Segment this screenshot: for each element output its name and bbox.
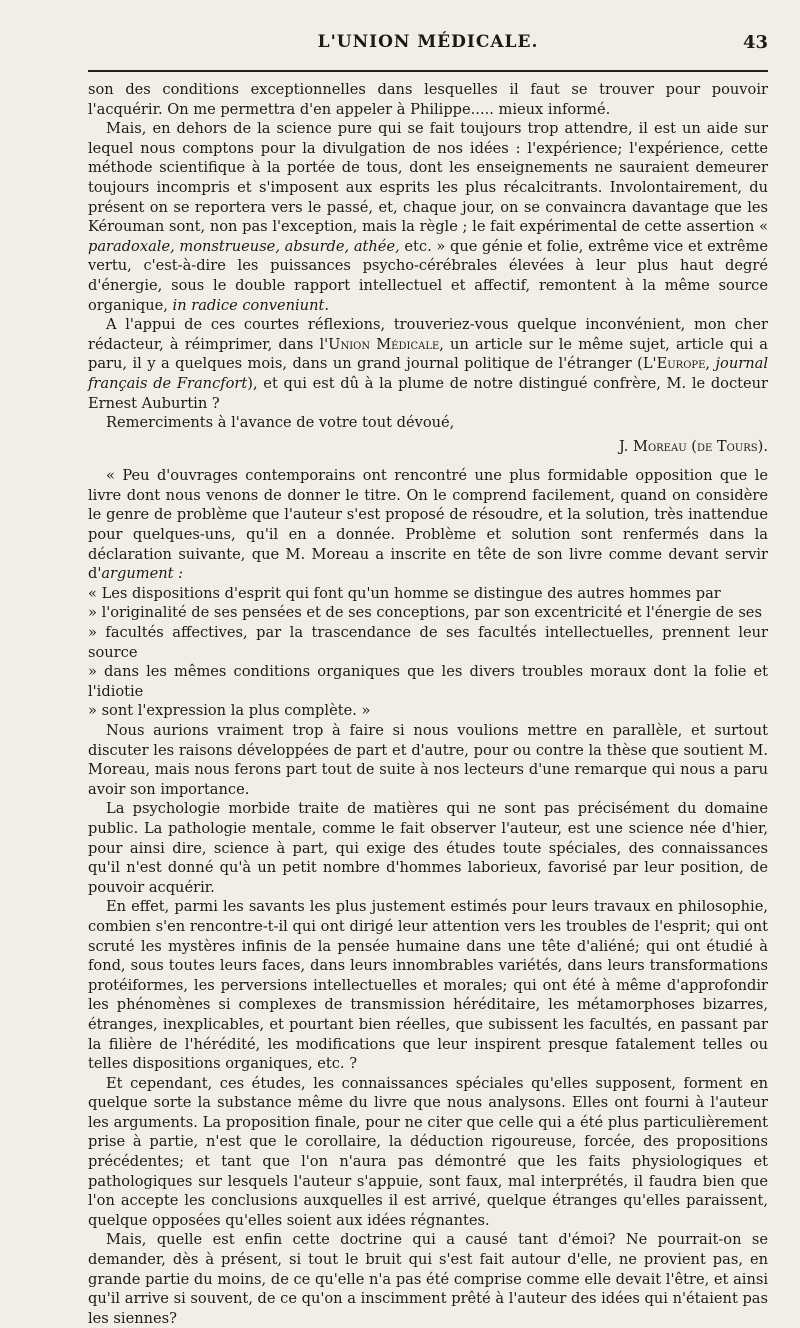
- quote-line: » facultés affectives, par la trascendance de ses facultés intellectuelles, prennent leur source: [88, 624, 768, 661]
- quote-line: » l'originalité de ses pensées et de ses conceptions, par son excentricité et l'énergie de ses: [88, 604, 762, 622]
- paragraph-8: En effet, parmi les savants les plus justement estimés pour leurs travaux en philosophie, combien s'en rencontre-t-il qui ont dirigé leur attention vers les troubles de l'esprit; qui ont scruté les mystères infinis de la pensée humaine dans une tête d'aliéné; qui ont étudié à fond, sous toutes leurs faces, dans leurs innombrables variétés, dans leurs transformations protéiformes, les perversions intellectuelles et morales; qui ont été à même d'approfondir les phénomènes si complexes de transmission héréditaire, les métamorphoses bizarres, étranges, inexplicables, et pourtant bien réelles, que subissent les facultés, en passant par la filière de l'hérédité, les modifications que leur inspirent presque fatalement telles ou telles dispositions organiques, etc. ?: [88, 898, 768, 1073]
- page-header: [88, 26, 768, 66]
- paragraph-10: Mais, quelle est enfin cette doctrine qui a causé tant d'émoi? Ne pourrait-on se demander, dès à présent, si tout le bruit qui s'est fait autour d'elle, ne provient pas, en grande partie du moins, de ce qu'elle n'a pas été comprise comme elle devait l'être, et ainsi qu'il arrive si souvent, de ce qu'on a inscimment prêté à l'auteur des idées qui n'étaient pas les siennes?: [88, 1231, 768, 1327]
- quote-line: » dans les mêmes conditions organiques que les divers troubles moraux dont la folie et l'idiotie: [88, 663, 768, 700]
- paragraph-4: Remerciments à l'avance de votre tout dévoué,: [106, 414, 455, 432]
- paragraph-2: [88, 119, 768, 315]
- paragraph-3-italic: journal français de Francfort: [88, 355, 768, 392]
- paragraph-3-part-a: A l'appui de ces courtes réflexions, trouveriez-vous quelque inconvénient, mon cher rédacteur, à réimprimer, dans l': [88, 316, 768, 353]
- paragraph-3-europe: Europe: [656, 355, 706, 373]
- quote-block: [88, 584, 768, 721]
- paragraph-3: [88, 315, 768, 413]
- paragraph-5-italic: argument :: [101, 565, 184, 583]
- running-title: L'UNION MÉDICALE.: [317, 32, 539, 52]
- quote-line: » sont l'expression la plus complète. »: [88, 702, 371, 720]
- paragraph-6: Nous aurions vraiment trop à faire si nous voulions mettre en parallèle, et surtout discuter les raisons développées de part et d'autre, pour ou contre la thèse que soutient M. Moreau, mais nous ferons part tout de suite à nos lecteurs d'une remarque qui nous a paru avoir son importance.: [88, 722, 768, 798]
- paragraph-5: [88, 466, 768, 584]
- paragraph-2-italic-2: in radice conveniunt.: [172, 296, 329, 314]
- page-number: 43: [742, 32, 768, 53]
- paragraph-3-part-d: ), et qui est dû à la plume de notre distingué confrère, M. le docteur Ernest Auburtin ?: [88, 374, 768, 412]
- signature: J. Moreau (de Tours).: [619, 437, 768, 455]
- body-text: [88, 80, 768, 1328]
- paragraph-9: Et cependant, ces études, les connaissances spéciales qu'elles supposent, forment en quelque sorte la substance même du livre que nous analysons. Elles ont fourni à l'auteur les arguments. La proposition finale, pour ne citer que celle qui a été plus particulièrement prise à partie, n'est que le corollaire, la déduction rigoureuse, forcée, des propositions précédentes; et tant que l'on n'aura pas démontré que les faits physiologiques et pathologiques sur lesquels l'auteur s'appuie, sont faux, mal interprétés, il faudra bien que l'on accepte les conclusions auxquelles il est arrivé, quelque étranges qu'elles paraissent, quelque opposées qu'elles soient aux idées régnantes.: [88, 1074, 768, 1229]
- paragraph-7: La psychologie morbide traite de matières qui ne sont pas précisément du domaine public. La pathologie mentale, comme le fait observer l'auteur, est une science née d'hier, pour ainsi dire, science à part, qui exige des études toute spéciales, des connaissances qu'il n'est donné qu'à un petit nombre d'hommes laborieux, favorisé par leur position, de pouvoir acquérir.: [88, 800, 768, 896]
- header-rule: [88, 70, 768, 72]
- paragraph-3-part-b: , un article sur le même sujet, article qui a paru, il y a quelques mois, dans un grand journal politique de l'étranger (L': [88, 335, 768, 373]
- paragraph-1: son des conditions exceptionnelles dans lesquelles il faut se trouver pour pouvoir l'acquérir. On me permettra d'en appeler à Philippe..... mieux informé.: [88, 81, 768, 118]
- quote-line: « Les dispositions d'esprit qui font qu'un homme se distingue des autres hommes par: [88, 584, 721, 602]
- paragraph-2-italic-1: paradoxale, monstrueuse, absurde, athée,: [88, 237, 400, 255]
- paragraph-2-part-a: Mais, en dehors de la science pure qui se fait toujours trop attendre, il est un aide sur lequel nous comptons pour la divulgation de nos idées : l'expérience; l'expérience, cette méthode scientifique à la portée de tous, dont les enseignements ne sauraient demeurer toujours incompris et s'imposent aux esprits les plus récalcitrants. Involontairement, du présent on se reportera vers le passé, et, chaque jour, on se convaincra davantage que les Kérouman sont, non pas l'exception, mais la règle ; le fait expérimental de cette assertion «: [88, 120, 768, 236]
- paragraph-3-journal-name: Union Médicale: [328, 335, 440, 353]
- paragraph-3-part-c: ,: [705, 355, 716, 373]
- paragraph-5-text: « Peu d'ouvrages contemporains ont rencontré une plus formidable opposition que le livre dont nous venons de donner le titre. On le comprend facilement, quand on considère le genre de problème que l'auteur s'est proposé de résoudre, et la solution, très inattendue pour quelques-uns, qu'il en a donnée. Problème et solution sont renfermés dans la déclaration suivante, que M. Moreau a inscrite en tête de son livre comme devant servir d': [88, 467, 768, 583]
- paragraph-2-part-b: etc. » que génie et folie, extrême vice et extrême vertu, c'est-à-dire les puissances psycho-cérébrales élevées à leur plus haut degré d'énergie, sous le double rapport intellectuel et affectif, remontent à la même source organique,: [88, 237, 768, 314]
